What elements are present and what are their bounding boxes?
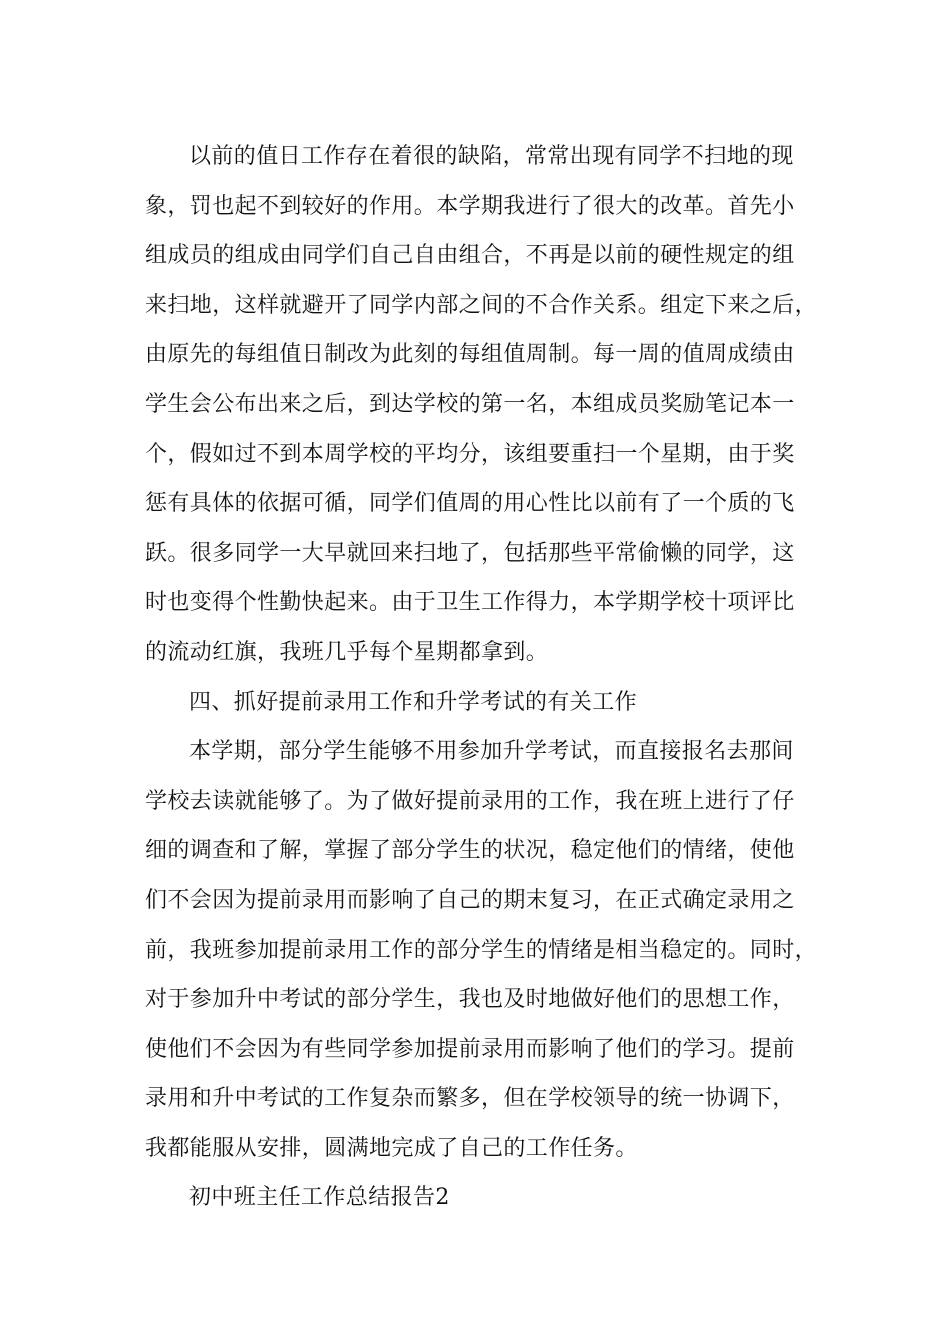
paragraph-line: 本学期，部分学生能够不用参加升学考试，而直接报名去那间	[189, 739, 794, 765]
paragraph-line: 惩有具体的依据可循，同学们值周的用心性比以前有了一个质的飞	[145, 491, 795, 517]
paragraph-line: 学校去读就能够了。为了做好提前录用的工作，我在班上进行了仔	[145, 788, 795, 814]
paragraph-line: 跃。很多同学一大早就回来扫地了，包括那些平常偷懒的同学，这	[145, 540, 795, 566]
document-section-title: 初中班主任工作总结报告2	[189, 1185, 450, 1211]
paragraph-line: 组成员的组成由同学们自己自由组合，不再是以前的硬性规定的组	[145, 243, 795, 269]
paragraph-line: 以前的值日工作存在着很的缺陷，常常出现有同学不扫地的现	[189, 144, 794, 169]
paragraph-line: 细的调查和了解，掌握了部分学生的状况，稳定他们的情绪，使他	[145, 838, 795, 864]
paragraph-line: 的流动红旗，我班几乎每个星期都拿到。	[145, 639, 549, 665]
paragraph-line: 象，罚也起不到较好的作用。本学期我进行了很大的改革。首先小	[145, 193, 795, 219]
paragraph-line: 时也变得个性勤快起来。由于卫生工作得力，本学期学校十项评比	[145, 590, 795, 616]
paragraph-line: 们不会因为提前录用而影响了自己的期末复习，在正式确定录用之	[145, 887, 795, 913]
paragraph-line: 使他们不会因为有些同学参加提前录用而影响了他们的学习。提前	[145, 1036, 795, 1062]
paragraph-line: 学生会公布出来之后，到达学校的第一名，本组成员奖励笔记本一	[145, 391, 795, 417]
document-body	[145, 132, 825, 1223]
paragraph-line: 前，我班参加提前录用工作的部分学生的情绪是相当稳定的。同时，	[145, 937, 818, 963]
paragraph-line: 对于参加升中考试的部分学生，我也及时地做好他们的思想工作，	[145, 987, 795, 1013]
paragraph-line: 录用和升中考试的工作复杂而繁多，但在学校领导的统一协调下，	[145, 1086, 795, 1112]
section-heading: 四、抓好提前录用工作和升学考试的有关工作	[189, 689, 638, 715]
paragraph-line: 来扫地，这样就避开了同学内部之间的不合作关系。组定下来之后，	[145, 292, 818, 318]
paragraph-line: 个，假如过不到本周学校的平均分，该组要重扫一个星期，由于奖	[145, 441, 795, 467]
paragraph-line: 由原先的每组值日制改为此刻的每组值周制。每一周的值周成绩由	[145, 342, 795, 368]
paragraph-line: 我都能服从安排，圆满地完成了自己的工作任务。	[145, 1135, 638, 1161]
